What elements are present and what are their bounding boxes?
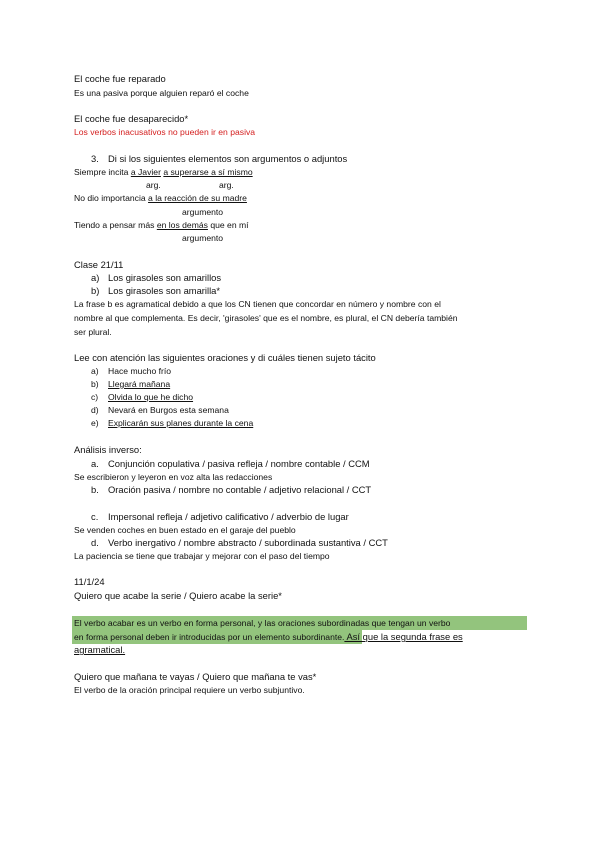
list-item	[91, 511, 349, 523]
label: arg.	[146, 180, 161, 190]
list-text: Impersonal refleja / adjetivo calificativo / adverbio de lugar	[108, 511, 349, 522]
list-marker: d.	[91, 537, 99, 548]
list-text: Oración pasiva / nombre no contable / adjetivo relacional / CCT	[108, 484, 372, 495]
list-marker: d)	[91, 405, 99, 415]
underlined-line: agramatical.	[74, 644, 126, 655]
text-line: Quiero que acabe la serie / Quiero acabe la serie*	[74, 590, 282, 601]
text-line	[74, 219, 249, 231]
plain-text: que en mí	[207, 220, 249, 230]
section-title: Lee con atención las siguientes oraciones y di cuáles tienen sujeto tácito	[74, 352, 376, 363]
answer-line: Se venden coches en buen estado en el garaje del pueblo	[74, 525, 296, 535]
list-marker: e)	[91, 418, 99, 428]
list-text: Hace mucho frío	[108, 366, 172, 376]
list-item	[91, 417, 253, 429]
list-item	[91, 404, 229, 416]
label: arg.	[219, 180, 234, 190]
list-marker: b)	[91, 285, 100, 296]
list-marker: a)	[91, 366, 99, 376]
text-line: La frase b es agramatical debido a que los CN tienen que concordar en número y nombre con el	[74, 299, 441, 309]
label: argumento	[182, 207, 224, 217]
list-marker: a)	[91, 272, 100, 283]
list-item	[91, 391, 193, 403]
list-item	[91, 537, 388, 549]
plain-text: Tiendo a pensar más	[74, 220, 157, 230]
plain-text: Siempre incita	[74, 167, 131, 177]
text-line: Es una pasiva porque alguien reparó el coche	[74, 88, 249, 98]
text-line: nombre al que complementa. Es decir, 'girasoles' que es el nombre, es plural, el CN debería también	[74, 313, 458, 323]
highlighted-line	[74, 631, 463, 643]
section-title: Clase 21/11	[74, 259, 124, 270]
text-line: El coche fue reparado	[74, 73, 166, 84]
exercise-heading	[91, 153, 347, 165]
list-item	[91, 458, 370, 470]
underlined-argument: a la reacción de su madre	[148, 193, 247, 203]
underlined-argument: a Javier	[130, 167, 161, 177]
list-item	[91, 484, 371, 496]
list-text: Los girasoles son amarilla*	[108, 285, 221, 296]
list-text: Llegará mañana	[108, 379, 171, 389]
exercise-title: Di si los siguientes elementos son argumentos o adjuntos	[108, 153, 348, 164]
list-item	[91, 272, 221, 284]
date-heading: 11/1/24	[74, 576, 105, 587]
text-line: ser plural.	[74, 327, 112, 337]
underlined-text: Así que la segunda frase es	[344, 631, 463, 642]
list-item	[91, 285, 220, 297]
red-note: Los verbos inacusativos no pueden ir en pasiva	[74, 127, 256, 137]
underlined-argument: en los demás	[156, 220, 208, 230]
underlined-argument: a superarse a sí mismo	[163, 167, 253, 177]
list-marker: b)	[91, 379, 99, 389]
list-item	[91, 365, 171, 377]
text-line: Quiero que mañana te vayas / Quiero que mañana te vas*	[74, 671, 317, 682]
list-marker: c.	[91, 511, 99, 522]
list-text: Olvida lo que he dicho	[108, 392, 194, 402]
text-line	[74, 192, 247, 204]
answer-line: Se escribieron y leyeron en voz alta las redacciones	[74, 472, 273, 482]
list-text: Conjunción copulativa / pasiva refleja / nombre contable / CCM	[108, 458, 370, 469]
highlighted-text: en forma personal deben ir introducidas por un elemento subordinante.	[74, 632, 345, 642]
list-text: Verbo inergativo / nombre abstracto / subordinada sustantiva / CCT	[108, 537, 388, 548]
list-marker: c)	[91, 392, 99, 402]
answer-line: La paciencia se tiene que trabajar y mejorar con el paso del tiempo	[74, 551, 330, 561]
list-marker: a.	[91, 458, 99, 469]
plain-text: No dio importancia	[74, 193, 149, 203]
highlighted-line: El verbo acabar es un verbo en forma personal, y las oraciones subordinadas que tengan un verbo	[74, 618, 451, 628]
list-marker: b.	[91, 484, 99, 495]
list-text: Explicarán sus planes durante la cena	[108, 418, 254, 428]
list-item	[91, 378, 170, 390]
list-number: 3.	[91, 153, 99, 164]
text-line: El coche fue desaparecido*	[74, 113, 189, 124]
text-line	[74, 166, 253, 178]
section-title: Análisis inverso:	[74, 444, 142, 455]
list-text: Nevará en Burgos esta semana	[108, 405, 229, 415]
label: argumento	[182, 233, 224, 243]
list-text: Los girasoles son amarillos	[108, 272, 222, 283]
text-line: El verbo de la oración principal requiere un verbo subjuntivo.	[74, 685, 305, 695]
